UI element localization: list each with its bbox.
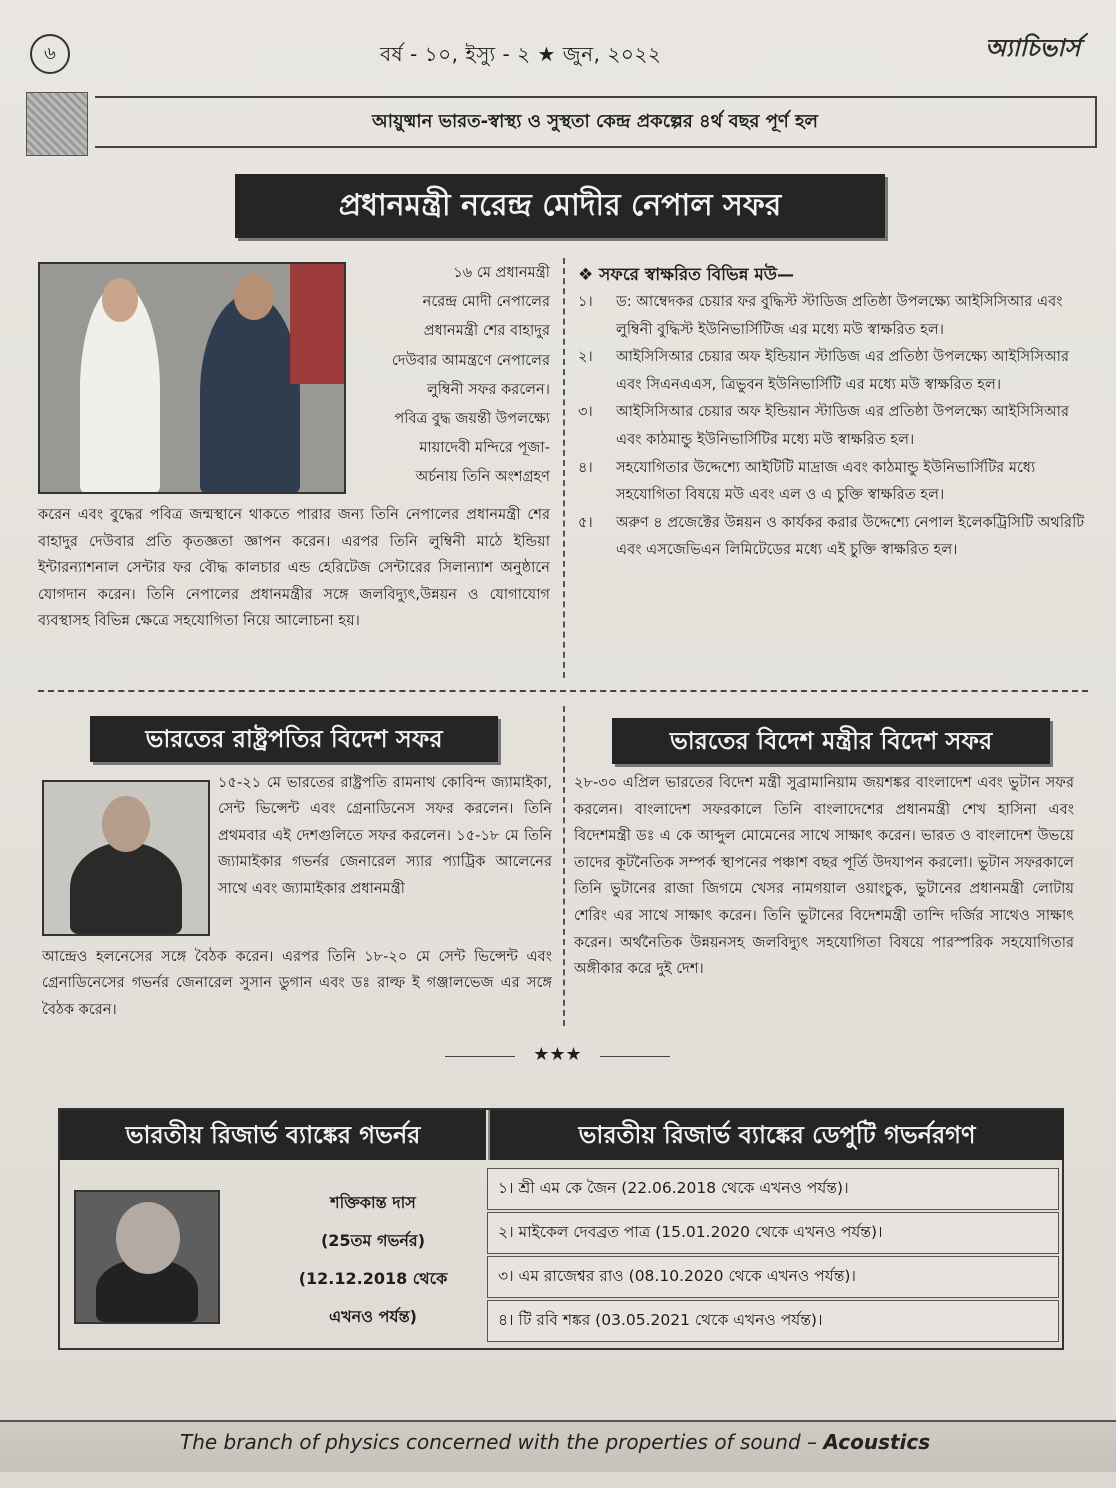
- mou-item: ৫। অরুণ ৪ প্রজেক্টের উন্নয়ন ও কার্যকর করার উদ্দেশ্যে নেপাল ইলেকট্রিসিটি অথরিটি এবং এসজেভিএন লিমিটেডের মধ্যে এই চুক্তি স্বাক্ষরিত হল।: [578, 513, 1085, 559]
- deputy-governor-row: ৪। টি রবি শঙ্কর (03.05.2021 থেকে এখনও পর্যন্ত)।: [487, 1300, 1059, 1342]
- deputy-governor-row: ৩। এম রাজেশ্বর রাও (08.10.2020 থেকে এখনও পর্যন্ত)।: [487, 1256, 1059, 1298]
- rbi-governor-heading: ভারতীয় রিজার্ভ ব্যাঙ্কের গভর্নর: [60, 1110, 486, 1160]
- side-line: ১৬ মে প্রধানমন্ত্রী: [453, 264, 550, 281]
- president-photo: [42, 780, 210, 936]
- governor-photo: [74, 1190, 220, 1324]
- ticker-text: আয়ুষ্মান ভারত-স্বাস্থ্য ও সুস্থতা কেন্দ্র প্রকল্পের ৪র্থ বছর পূর্ণ হল: [372, 110, 818, 132]
- footer-quiz: [180, 1430, 930, 1454]
- ea-minister-visit-body: ২৮-৩০ এপ্রিল ভারতের বিদেশ মন্ত্রী সুব্রামানিয়াম জয়শঙ্কর বাংলাদেশ এবং ভুটান সফর করলেন। বাংলাদেশ সফরকালে তিনি বাংলাদেশের প্রধানমন্ত্রী শেখ হাসিনা এবং বিদেশমন্ত্রী ডঃ এ কে আব্দুল মোমেনের সাথে সাক্ষাৎ করেন। ভারত ও বাংলাদেশ উভয়ে তাদের কূটনৈতিক সম্পর্ক স্থাপনের পঞ্চাশ বছর পূর্তি উদযাপন করলো। ভুটান সফরকালে তিনি ভুটানের রাজা জিগমে খেসর নামগয়াল ওয়াংচুক, ভুটানের প্রধানমন্ত্রী লোটায় শেরিং এর সাথে সাক্ষাৎ করেন। তিনি ভুটানের বিদেশমন্ত্রী তান্দি দর্জির সাথেও সাক্ষাৎ করেন। অর্থনৈতিক উন্নয়নসহ জলবিদ্যুৎ সহযোগিতা বিষয়ে পারস্পরিক সহযোগিতার অঙ্গীকার করে দুই দেশ।: [574, 774, 1074, 978]
- mou-item: ২। আইসিসিআর চেয়ার অফ ইন্ডিয়ান স্টাডিজ এর প্রতিষ্ঠা উপলক্ষ্যে আইসিসিআর এবং সিএনএএস, ত্রিভুবন ইউনিভার্সিটি এর মধ্যে মউ স্বাক্ষরিত হল।: [578, 348, 1070, 393]
- ea-minister-visit-title: ভারতের বিদেশ মন্ত্রীর বিদেশ সফর: [612, 718, 1050, 764]
- mou-title: ❖ সফরে স্বাক্ষরিত বিভিন্ন মউ—: [578, 265, 795, 285]
- side-line: মায়াদেবী মন্দিরে পূজা-: [419, 439, 550, 457]
- mou-item: ৩। আইসিসিআর চেয়ার অফ ইন্ডিয়ান স্টাডিজ এর প্রতিষ্ঠা উপলক্ষ্যে আইসিসিআর এবং কাঠমান্ডু ইউনিভার্সিটির মধ্যে মউ স্বাক্ষরিত হল।: [578, 403, 1070, 448]
- governor-info: [278, 1184, 468, 1336]
- governor-rank: (25তম গভর্নর): [320, 1231, 426, 1250]
- president-visit-body: আন্দ্রেও হলনেসের সঙ্গে বৈঠক করেন। এরপর তিনি ১৮-২০ মে সেন্ট ভিন্সেন্ট এবং গ্রেনাডিনেসের গভর্নর জেনারেল সুসান ডুগান এবং ডঃ রাল্ফ ই গঞ্জালভেজ এর সঙ্গে বৈঠক করেন।: [42, 948, 552, 1018]
- side-line: নরেন্দ্র মোদী নেপালের: [422, 293, 550, 311]
- divider-line: [600, 1056, 670, 1057]
- governor-since: (12.12.2018 থেকে: [298, 1269, 448, 1288]
- deputy-governor-row: ২। মাইকেল দেবব্রত পাত্র (15.01.2020 থেকে এখনও পর্যন্ত)।: [487, 1212, 1059, 1254]
- divider-line: [445, 1056, 515, 1057]
- deputy-governor-row: ১। শ্রী এম কে জৈন (22.06.2018 থেকে এখনও পর্যন্ত)।: [487, 1168, 1059, 1210]
- section-divider: [38, 690, 1088, 692]
- side-line: লুম্বিনী সফর করলেন।: [426, 380, 550, 398]
- side-line: দেউবার আমন্ত্রণে নেপালের: [391, 351, 550, 369]
- brand-name: অ্যাচিভার্স: [985, 34, 1081, 62]
- pm-visit-side-text: [345, 258, 550, 492]
- ticker-headline: [95, 96, 1097, 148]
- logo-image: [26, 92, 88, 156]
- divider-stars: ★★★: [533, 1044, 582, 1065]
- mou-item: ৪। সহযোগিতার উদ্দেশ্যে আইটিটি মাদ্রাজ এবং কাঠমান্ডু ইউনিভার্সিটির মধ্যে সহযোগিতা বিষয়ে মউ এবং এল ও এ চুক্তি স্বাক্ষরিত হল।: [578, 458, 1036, 504]
- pm-visit-body: করেন এবং বুদ্ধের পবিত্র জন্মস্থানে থাকতে পারার জন্য তিনি নেপালের প্রধানমন্ত্রী শের বাহাদুর দেউবার প্রতি কৃতজ্ঞতা জ্ঞাপন করেন। এরপর তিনি লুম্বিনী মাঠে ইন্ডিয়া ইন্টারন্যাশনাল সেন্টার ফর বৌদ্ধ কালচার এন্ড হেরিটেজ সেন্টারের সিলান্যাশ অনুষ্ঠানে যোগদান করেন। তিনি নেপালের প্রধানমন্ত্রীর সঙ্গে জলবিদ্যুৎ,উন্নয়ন ও যোগাযোগ ব্যবস্থাসহ বিভিন্ন ক্ষেত্রে সহযোগিতা নিয়ে আলোচনা হয়।: [38, 506, 550, 630]
- modi-deuba-photo: [38, 262, 346, 494]
- column-divider: [563, 258, 565, 678]
- governor-since-end: এখনও পর্যন্ত): [329, 1307, 417, 1326]
- page-number: ৬: [30, 34, 70, 74]
- side-line: পবিত্র বুদ্ধ জয়ন্তী উপলক্ষ্যে: [394, 410, 550, 428]
- pm-visit-title: প্রধানমন্ত্রী নরেন্দ্র মোদীর নেপাল সফর: [235, 174, 885, 238]
- issue-line: বর্ষ - ১০, ইস্যু - ২ ★ জুন, ২০২২: [380, 42, 662, 66]
- star-divider: [445, 1044, 670, 1065]
- footer-question: The branch of physics concerned with the properties of sound –: [180, 1430, 818, 1454]
- side-line: অর্চনায় তিনি অংশগ্রহণ: [415, 468, 550, 486]
- footer-answer: Acoustics: [823, 1430, 931, 1454]
- side-line: প্রধানমন্ত্রী শের বাহাদুর: [423, 322, 550, 340]
- rbi-deputy-heading: ভারতীয় রিজার্ভ ব্যাঙ্কের ডেপুটি গভর্নরগণ: [488, 1110, 1064, 1160]
- president-visit-title: ভারতের রাষ্ট্রপতির বিদেশ সফর: [90, 716, 498, 762]
- mou-list: [578, 288, 1098, 564]
- mou-item: ১। ড: আম্বেদকর চেয়ার ফর বুদ্ধিস্ট স্টাডিজ প্রতিষ্ঠা উপলক্ষ্যে আইসিসিআর এবং লুম্বিনী বুদ্ধিস্ট ইউনিভার্সিটিজ এর মধ্যে মউ স্বাক্ষরিত হল।: [578, 293, 1063, 338]
- column-divider: [563, 706, 565, 1026]
- governor-name: শক্তিকান্ত দাস: [330, 1193, 416, 1212]
- president-visit-side-text: ১৫-২১ মে ভারতের রাষ্ট্রপতি রামনাথ কোবিন্দ জ্যামাইকা, সেন্ট ভিন্সেন্ট এবং গ্রেনাডিনেস সফর করলেন। তিনি প্রথমবার এই দেশগুলিতে সফর করলেন। ১৫-১৮ মে তিনি জ্যামাইকার গভর্নর জেনারেল স্যার প্যাট্রিক আলেনের সাথে এবং জ্যামাইকার প্রধানমন্ত্রী: [218, 774, 552, 897]
